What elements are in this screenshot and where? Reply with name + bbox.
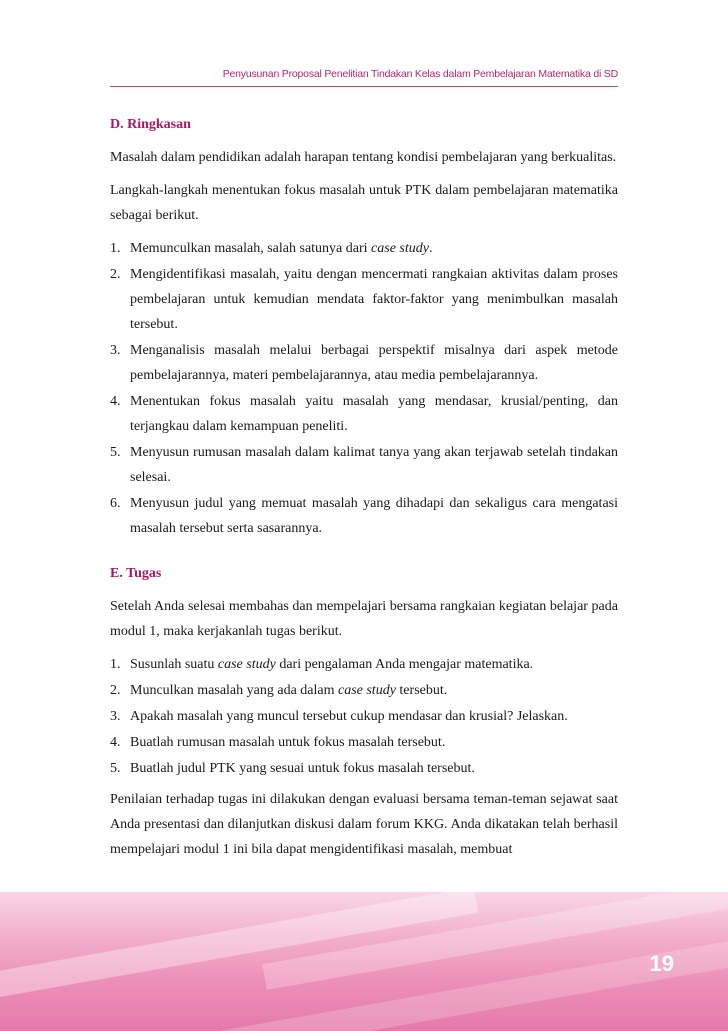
header-rule xyxy=(110,86,618,87)
list-item: 1. Memunculkan masalah, salah satunya dari case study. xyxy=(110,241,433,256)
list-item: 3. Menganalisis masalah melalui berbagai perspektif misalnya dari aspek metode pembelajarannya, materi pembelajarannya, atau media pembelajarannya. xyxy=(110,343,618,383)
list-item: 5. Menyusun rumusan masalah dalam kalimat tanya yang akan terjawab setelah tindakan selesai. xyxy=(110,445,618,485)
page-number: 19 xyxy=(649,951,674,976)
ringkasan-paragraph-1: Masalah dalam pendidikan adalah harapan tentang kondisi pembelajaran yang berkualitas. xyxy=(110,150,617,165)
running-header: Penyusunan Proposal Penelitian Tindakan Kelas dalam Pembelajaran Matematika di SD xyxy=(222,68,618,80)
list-item: 4. Menentukan fokus masalah yaitu masalah yang mendasar, krusial/penting, dan terjangkau dalam kemampuan peneliti. xyxy=(110,394,618,434)
tugas-tasks-list xyxy=(110,652,618,781)
section-heading-tugas: E. Tugas xyxy=(110,566,162,581)
ringkasan-paragraph-2: Langkah-langkah menentukan fokus masalah untuk PTK dalam pembelajaran matematika sebagai berikut. xyxy=(110,183,618,223)
list-item: 2. Munculkan masalah yang ada dalam case study tersebut. xyxy=(110,683,448,698)
tugas-paragraph-1: Setelah Anda selesai membahas dan mempelajari bersama rangkaian kegiatan belajar pada modul 1, maka kerjakanlah tugas berikut. xyxy=(110,599,618,639)
list-item: 3. Apakah masalah yang muncul tersebut cukup mendasar dan krusial? Jelaskan. xyxy=(110,709,568,724)
list-item: 1. Susunlah suatu case study dari pengalaman Anda mengajar matematika. xyxy=(110,657,534,672)
list-item: 6. Menyusun judul yang memuat masalah yang dihadapi dan sekaligus cara mengatasi masalah tersebut serta sasarannya. xyxy=(110,496,618,536)
page-content xyxy=(110,112,618,870)
tugas-paragraph-2: Penilaian terhadap tugas ini dilakukan dengan evaluasi bersama teman-teman sejawat saat Anda presentasi dan dilanjutkan diskusi dalam forum KKG. Anda dikatakan telah berhasil mempelajari modul 1 ini bila dapat mengidentifikasi masalah, membuat xyxy=(110,792,618,857)
list-item: 5. Buatlah judul PTK yang sesuai untuk fokus masalah tersebut. xyxy=(110,761,475,776)
footer-decorative-band xyxy=(0,892,728,1031)
list-item: 4. Buatlah rumusan masalah untuk fokus masalah tersebut. xyxy=(110,735,446,750)
list-item: 2. Mengidentifikasi masalah, yaitu dengan mencermati rangkaian aktivitas dalam proses pembelajaran untuk kemudian mendata faktor-faktor yang menimbulkan masalah tersebut. xyxy=(110,267,618,332)
section-heading-ringkasan: D. Ringkasan xyxy=(110,117,191,132)
ringkasan-steps-list xyxy=(110,236,618,541)
